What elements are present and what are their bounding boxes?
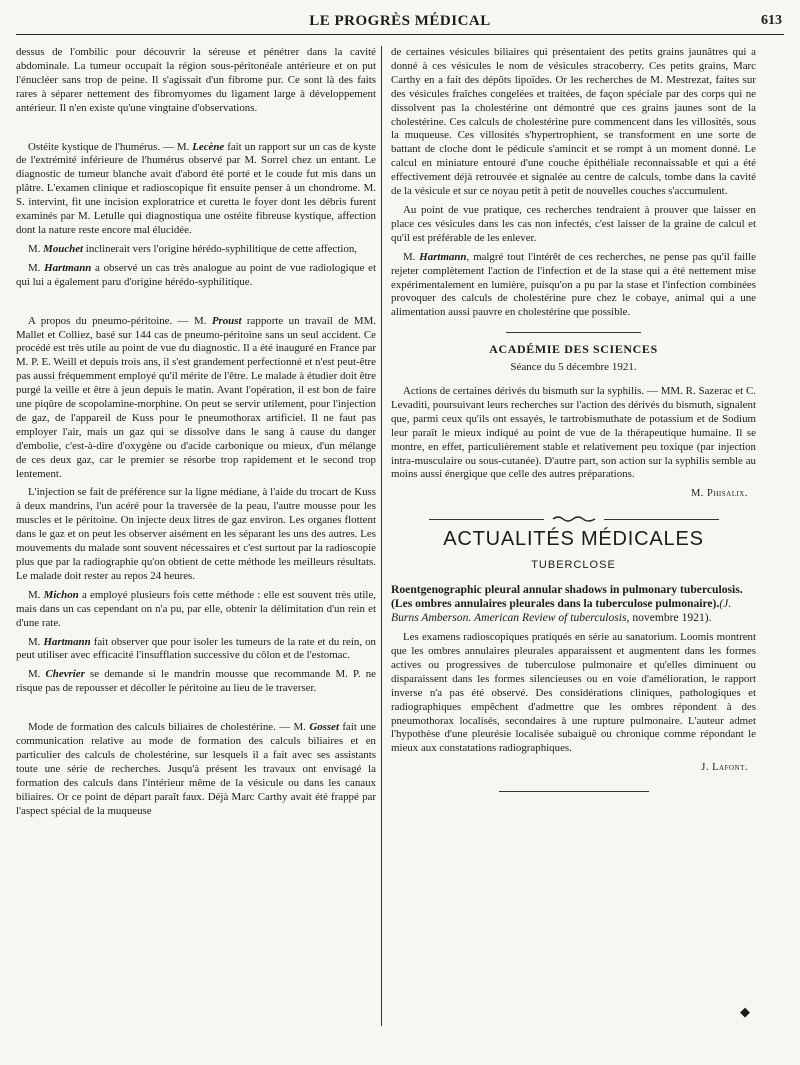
academie-heading: ACADÉMIE DES SCIENCES (489, 342, 658, 357)
section-osteite (16, 141, 376, 238)
paragraph-mouchet (16, 243, 376, 257)
author-name: Gosset (309, 721, 339, 734)
journal-title: LE PROGRÈS MÉDICAL (309, 13, 491, 29)
paragraph-fibrome: dessus de l'ombilic pour découvrir la séreuse et pénétrer dans la cavité abdominale. La tumeur occupait la région sous-péritonéale antérieure et on put l'énucléer sans trop de peine. Il s'agissait d'un fibrome pur. Ce sont là des faits rares à séparer nettement des fibromyomes du ligament large à développement antérieur. Il n'en existe qu'une vingtaine d'observations. (16, 46, 376, 114)
paragraph-hartmann-1 (16, 262, 376, 290)
author-name: Hartmann (44, 261, 92, 274)
tuberculose-subheading: TUBERCLOSE (531, 559, 616, 572)
reference-author: (J. Burns Amberson. (391, 597, 732, 625)
paragraph-injection: L'injection se fait de préférence sur la ligne médiane, à l'aide du trocart de Kuss à deux mandrins, l'un acéré pour la traversée de la peau, l'autre mousse pour les muscles et le péritoine. On injecte deux litres de gaz environ. Les organes flottent dans le gaz et on peut les observer aisément en les séparant les uns des autres. Les mouvements du malade sont souvent nécessaires et c'est surtout par la radioscopie plus que par la radiographie qu'on obtient de cette méthode les meilleurs résultats. Le malade doit rester au repos 24 heures. (16, 486, 376, 582)
paragraph-text: inclinerait vers l'origine hérédo-syphilitique de cette affection, (83, 242, 358, 255)
reference-journal: American Review of tuberculosis, (474, 611, 630, 625)
section-pneumo-peritoine (16, 315, 376, 482)
flourish-icon (552, 515, 596, 523)
paragraph-text: , malgré tout l'intérêt de ces recherches, ne pense pas qu'il faille rejeter complètement l'action de l'infection et de la stase qui a été nettement mise expérimentalement en lumière, puisqu'on a pu par la stase et l'infection combinées provoquer des calculs de cholestérine pure chez le cobaye, animal qui a une alimentation aussi pauvre en cholestérine que possible. (391, 250, 757, 319)
right-column (391, 46, 756, 796)
section-title: Mode de formation des calculs biliaires de cholestérine. — M. (28, 721, 306, 734)
section-title: Ostéite kystique de l'humérus. — M. (28, 140, 190, 153)
paragraph-text: se demande si le mandrin mousse que recommande M. P. ne risque pas de repousser et décoller le péritoine au lieu de le traverser. (16, 668, 376, 695)
signature-lafont: J. Lafont. (701, 762, 748, 774)
left-column (16, 46, 376, 824)
paragraph-examens: Les examens radioscopiques pratiqués en série au sanatorium. Loomis montrent que les ombres annulaires pleurales apparaissent et augmentent dans les formes actives ou progressives de tuberculose pulmonaire et qu'elles diminuent ou disparaissent dans les formes silencieuses ou en voie d'amélioration, le rapport inverse n'a pas été observé. Des considérations cliniques, pathologiques et radiographiques empêchent d'admettre que les ombres répondent à des pneumothorax localisés, secondaires à une rupture pulmonaire. L'auteur admet l'hypothèse d'une pleurésie localisée subaiguë ou chronique comme répondant le mieux aux constatations radiographiques. (391, 631, 756, 755)
prefix: M. (28, 668, 41, 681)
reference-date: novembre 1921). (632, 611, 712, 625)
ornamental-divider (391, 515, 756, 523)
page-header (16, 10, 784, 35)
paragraph-hartmann-2 (16, 636, 376, 664)
paragraph-text: a observé un cas très analogue au point de vue radiologique et qui lui a également paru d'origine hérédo-syphilitique. (16, 261, 376, 288)
prefix: M. (403, 250, 416, 263)
actualites-heading: ACTUALITÉS MÉDICALES (443, 528, 704, 551)
author-name: Chevrier (45, 668, 85, 681)
paragraph-text: a employé plusieurs fois cette méthode : elle est souvent très utile, mais dans un cas cependant on n'a pu, par elle, obtenir la délimitation d'un rein et d'une rate. (16, 588, 376, 629)
article-title-text: Roentgenographic pleural annular shadows in pulmonary tuberculosis. (Les ombres annulaires pleurales dans la tuberculose pulmonaire). (391, 583, 743, 611)
author-name: Proust (211, 314, 242, 327)
author-name: Lecène (192, 140, 225, 153)
paragraph-continuation: de certaines vésicules biliaires qui présentaient des petits grains jaunâtres qui a donné à ces vésicules le nom de vésicules stracoberry. Ces petits grains, Marc Carthy en a fait des dépôts lipoïdes. Or les recherches de M. Mestrezat, faites sur des vésicules fraîches congelées et traitées, de façon spéciale par des corps qui ne dissolvent pas la cholestérine ont démontré que ces grains jaunes sont de la cholestérine. Ces calculs de cholestérine pure commencent dans les villosités, sous la muqueuse. Ces villosités s'hypertrophient, se transforment en une sorte de battant de cloche dont le pédicule s'amincit et se rompt à un moment donné. Le calcul en miniature entouré d'une couche épithéliale reconnaissable et qui a été effectivement déjà retrouvée et signalée au centre de calculs, tombe dans la cavité de la vésicule et sur ce noyau petit à petit de nouvelles couches s'accumulent. (391, 46, 756, 198)
page-number: 613 (761, 13, 782, 28)
section-title: A propos du pneumo-péritoine. — M. (28, 314, 207, 327)
paragraph-hartmann-3 (391, 251, 756, 321)
prefix: M. (28, 635, 41, 648)
paragraph-bismuth: Actions de certaines dérivés du bismuth sur la syphilis. — MM. R. Sazerac et C. Levaditi, poursuivant leurs recherches sur l'action des dérivés du bismuth, signalent que, parmi ceux qu'ils ont essayés, le tartrobismuthate de potassium et de Sodium leur paraît le mieux indiqué au point de vue de la thérapeutique humaine. Il se montre, en effet, particulièrement stable et relativement peu toxique (par injection intra-musculaire ou sous-cutanée). D'autre part, son action sur la syphilis semble au moins aussi énergique que celle des autres préparations. (391, 385, 756, 481)
author-name: Hartmann (43, 635, 91, 648)
section-text: fait une communication relative au mode de formation des calculs biliaires et en particulier des calculs de cholestérine, sur lesquels il a fait avec ses assistants toute une série de recherches. Jusqu'à présent les travaux ont envisagé la formation des calculs dans l'intérieur même de la vésicule ou dans les canaux biliaires. Or ce point de départ paraît faux. Déjà Marc Carthy avait été frappé par l'aspect spécial de la muqueuse (16, 721, 377, 817)
section-text: rapporte un travail de MM. Mallet et Colliez, basé sur 144 cas de pneumo-péritoine sans un seul accident. Ce procédé est très utile au point de vue du diagnostic. Il a été inauguré en France par M. P. E. Weill et depuis trois ans, il s'est grandement perfectionné et n'est peut-être pas aussi fréquemment employé qu'il mérite de l'être. Le malade à étudier doit être purgé la veille et être à jeun depuis le matin. Avant l'opération, il est bon de faire une piqûre de scopolamine-morphine. On peut se servir utilement, pour l'injection de gaz, de l'appareil de Kuss pour le pneumothorax artificiel. Il ne faut pas employer l'air, mais un gaz qui se dissolve dans le sang à cause du danger d'embolie, c'est-à-dire d'oxygène ou d'acide carbonique ou mieux, d'un mélange de ces deux gaz, car le premier se résorbe trop rapidement et le second trop lentement. (16, 314, 376, 480)
author-name: Michon (43, 588, 79, 601)
paragraph-chevrier (16, 668, 376, 696)
prefix: M. (28, 242, 41, 255)
end-rule (499, 791, 649, 792)
prefix: M. (28, 261, 41, 274)
paragraph-michon (16, 589, 376, 631)
section-calculs-biliaires (16, 721, 376, 818)
author-name: Hartmann (419, 250, 467, 263)
column-divider (381, 46, 382, 1026)
signature-phisalix: M. Phisalix. (690, 488, 748, 500)
section-text: fait un rapport sur un cas de kyste de l'extrémité inférieure de l'humérus observé par M. Sorrel chez un entant. Le diagnostic de tumeur blanche avait d'abord été porté et le coude fut mis dans un plâtre. L'examen clinique et radioscopique fit ensuite penser à un chondrome. M. S. intervint, fit une incision exploratrice et curetta le foyer dont les débris furent examinés par M. Letulle qui diagnostiqua une ostéite fibreuse kystique, affection dont la nature reste encore mal élucidée. (16, 140, 376, 236)
section-divider (506, 332, 641, 333)
seance-date: Séance du 5 décembre 1921. (510, 361, 637, 374)
author-name: Mouchet (43, 242, 84, 255)
paragraph-pratique: Au point de vue pratique, ces recherches tendraient à prouver que laisser en place ces vésicules dans les cas non infectés, c'est laisser de la graine de calcul et qu'il est préférable de les enlever. (391, 203, 756, 244)
paragraph-text: fait observer que pour isoler les tumeurs de la rate et du rein, on peut utiliser avec efficacité l'insufflation successive du côlon et de l'estomac. (16, 635, 376, 662)
diamond-ornament-icon: ◆ (740, 1004, 750, 1019)
prefix: M. (28, 588, 41, 601)
article-title (391, 583, 756, 625)
